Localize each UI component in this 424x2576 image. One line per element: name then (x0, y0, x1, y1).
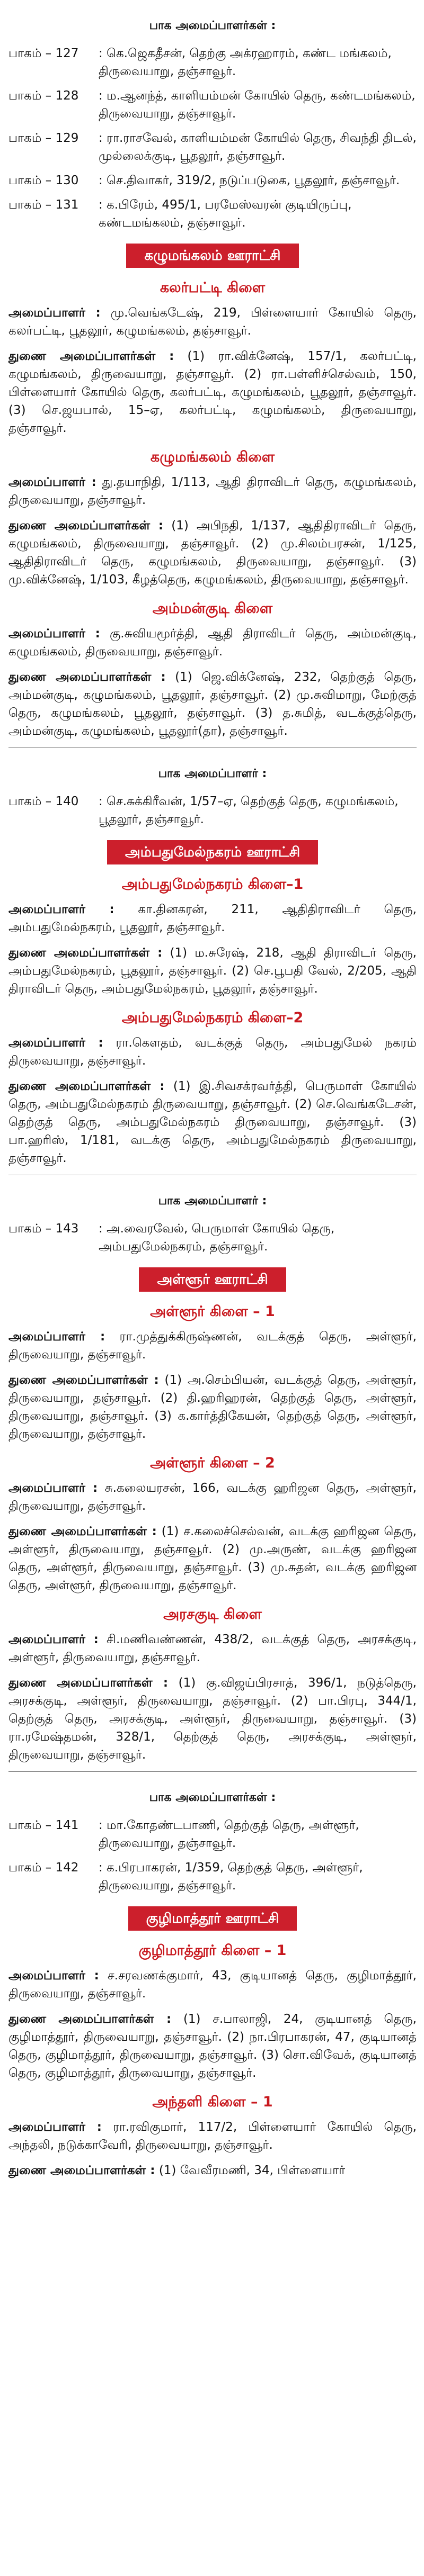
member-entry (8, 1371, 417, 1443)
member-details: (1) வேவீரமணி, 34, பிள்ளையார் (155, 2164, 346, 2177)
member-details: மு.வெங்கடேஷ், 219, பிள்ளையார் கோயில் தெரு, கலர்பட்டி, பூதலூர், கழுமங்கலம், தஞ்சாவூர். (8, 306, 417, 338)
kilai-heading: அரசகுடி கிளை (163, 1606, 262, 1623)
member-role-label: அமைப்பாளர் : (8, 1969, 99, 1983)
ooratchi-banner-wrap (8, 1906, 417, 1931)
kilai-heading: கழுமங்கலம் கிளை (150, 449, 275, 465)
bagam-row (8, 792, 417, 828)
member-details: ரா.கௌதம், வடக்குத் தெரு, அம்பதுமேல் நகரம் திருவையாறு, தஞ்சாவூர். (8, 1036, 417, 1068)
bagam-subheading: பாக அமைப்பாளர் : (158, 1194, 267, 1208)
bagam-details: : க.பிரேம், 495/1, பரமேஸ்வரன் குடியிருப்பு, கண்டமங்கலம், தஞ்சாவூர். (99, 198, 352, 230)
bagam-number: பாகம் – 129 (8, 131, 79, 145)
member-entry (8, 1328, 417, 1364)
member-entry (8, 304, 417, 340)
ooratchi-banner-wrap (8, 244, 417, 268)
bagam-number: பாகம் – 128 (8, 89, 79, 103)
bagam-row (8, 1220, 417, 1256)
member-role-label: துணை அமைப்பாளர்கள் : (8, 2012, 172, 2026)
member-details: ரா.முத்துக்கிருஷ்ணன், வடக்குத் தெரு, அள்ளூர், திருவையாறு, தஞ்சாவூர். (8, 1330, 417, 1362)
member-role-label: துணை அமைப்பாளர்கள் : (8, 1373, 159, 1387)
member-entry (8, 2161, 417, 2179)
kilai-heading: அள்ளூர் கிளை – 1 (150, 1303, 275, 1320)
bagam-subheading: பாக அமைப்பாளர்கள் : (149, 1791, 276, 1804)
member-entry (8, 625, 417, 661)
bagam-number: பாகம் – 130 (8, 174, 79, 187)
member-role-label: அமைப்பாளர் : (8, 306, 101, 320)
bagam-details: : ரா.ராசவேல், காளியம்மன் கோயில் தெரு, சிவந்தி திடல், முல்லைக்குடி, பூதலூர், தஞ்சாவூர். (99, 131, 417, 163)
member-details: (1) அபிநதி, 1/137, ஆதிதிராவிடர் தெரு, கழுமங்கலம், திருவையாறு, தஞ்சாவூர். (2) மு.சிலம்பரசன், 1/125, ஆதிதிராவிடர் தெரு, கழுமங்கலம், திருவையாறு, தஞ்சாவூர். (3) மு.விக்னேஷ், 1/103, கீழத்தெரு, கழுமங்கலம், திருவையாறு, தஞ்சாவூர். (8, 519, 417, 587)
member-details: (1) ச.கலைச்செல்வன், வடக்கு ஹரிஜன தெரு, அள்ளூர், திருவையாறு, தஞ்சாவூர். (2) மு.அருண், வடக்கு ஹரிஜன தெரு, அள்ளூர், திருவையாறு, தஞ்சாவூர். (3) மு.சுதன், வடக்கு ஹரிஜன தெரு, அள்ளூர், திருவையாறு, தஞ்சாவூர். (8, 1525, 417, 1592)
bagam-row (8, 1816, 417, 1852)
member-details: (1) ச.பாலாஜி, 24, குடியானத் தெரு, குழிமாத்தூர், திருவையாறு, தஞ்சாவூர். (2) நா.பிரபாகரன், 47, குடியானத் தெரு, குழிமாத்தூர், திருவையாறு, தஞ்சாவூர். (3) சொ.விவேக், குடியானத் தெரு, குழிமாத்தூர், திருவையாறு, தஞ்சாவூர். (8, 2012, 417, 2080)
ooratchi-banner: குழிமாத்தூர் ஊராட்சி (128, 1906, 297, 1931)
bagam-number: பாகம் – 131 (8, 198, 79, 212)
member-details: (1) அ.செம்பியன், வடக்குத் தெரு, அள்ளூர், திருவையாறு, தஞ்சாவூர். (2) தி.ஹரிஹரன், தெற்குத் தெரு, அள்ளூர், திருவையாறு, தஞ்சாவூர். (3) க.கார்த்திகேயன், தெற்குத் தெரு, அள்ளூர், திருவையாறு, தஞ்சாவூர். (8, 1373, 417, 1441)
member-entry (8, 944, 417, 998)
document-page (0, 18, 424, 2576)
member-entry (8, 2118, 417, 2154)
member-entry (8, 1034, 417, 1070)
member-role-label: துணை அமைப்பாளர்கள் : (8, 670, 166, 684)
section-divider (8, 747, 417, 748)
member-role-label: துணை அமைப்பாளர்கள் : (8, 1676, 169, 1690)
kilai-heading: அந்தளி கிளை – 1 (152, 2094, 273, 2110)
member-role-label: அமைப்பாளர் : (8, 903, 114, 916)
member-role-label: அமைப்பாளர் : (8, 1481, 98, 1495)
member-role-label: அமைப்பாளர் : (8, 1633, 99, 1646)
member-role-label: துணை அமைப்பாளர்கள் : (8, 1079, 165, 1093)
member-entry (8, 1674, 417, 1764)
kilai-heading: குழிமாத்தூர் கிளை – 1 (138, 1942, 287, 1959)
member-details: (1) ம.சுரேஷ், 218, ஆதி திராவிடர் தெரு, அம்பதுமேல்நகரம், பூதலூர், தஞ்சாவூர். (2) செ.பூபதி வேல், 2/205, ஆதி திராவிடர் தெரு, அம்பதுமேல்நகரம், பூதலூர், தஞ்சாவூர். (8, 946, 417, 996)
member-details: கு.சுவியமூர்த்தி, ஆதி திராவிடர் தெரு, அம்மன்குடி, கழுமங்கலம், திருவையாறு, தஞ்சாவூர். (8, 627, 417, 659)
member-details: (1) ரா.விக்னேஷ், 157/1, கலர்பட்டி, கழுமங்கலம், திருவையாறு, தஞ்சாவூர். (2) ரா.பள்ளிச்செல்வம், 150, பிள்ளையார் கோயில் தெரு, கலர்பட்டி, கழுமங்கலம், பூதலூர், தஞ்சாவூர். (3) செ.ஜயபால், 15–ஏ, கலர்பட்டி, கழுமங்கலம், திருவையாறு, தஞ்சாவூர். (8, 349, 417, 435)
member-details: கா.தினகரன், 211, ஆதிதிராவிடர் தெரு, அம்பதுமேல்நகரம், பூதலூர், தஞ்சாவூர். (8, 903, 417, 934)
bagam-details: : மா.கோதண்டபாணி, தெற்குத் தெரு, அள்ளூர், திருவையாறு, தஞ்சாவூர். (99, 1818, 359, 1850)
kilai-heading: அள்ளூர் கிளை – 2 (150, 1455, 275, 1471)
kilai-heading: கலர்பட்டி கிளை (160, 280, 266, 296)
bagam-details: : அ.வைரவேல், பெருமாள் கோயில் தெரு, அம்பதுமேல்நகரம், தஞ்சாவூர். (99, 1222, 335, 1254)
bagam-row (8, 196, 417, 232)
ooratchi-banner-wrap (8, 840, 417, 864)
member-details: து.தயாநிதி, 1/113, ஆதி திராவிடர் தெரு, கழுமங்கலம், திருவையாறு, தஞ்சாவூர். (8, 475, 417, 507)
bagam-subheading: பாக அமைப்பாளர்கள் : (149, 19, 276, 32)
member-entry (8, 1967, 417, 2003)
member-details: (1) ஜெ.விக்னேஷ், 232, தெற்குத் தெரு, அம்மன்குடி, கழுமங்கலம், பூதலூர், தஞ்சாவூர். (2) மு.சுவிமாறு, மேற்குத் தெரு, கழுமங்கலம், பூதலூர், தஞ்சாவூர். (3) த.சுமித், வடக்குத்தெரு, அம்மன்குடி, கழுமங்கலம், பூதலூர்(தா), தஞ்சாவூர். (8, 670, 417, 738)
member-role-label: அமைப்பாளர் : (8, 2120, 102, 2134)
bagam-row (8, 44, 417, 80)
member-entry (8, 668, 417, 740)
member-details: ச.சரவணக்குமார், 43, குடியானத் தெரு, குழிமாத்தூர், திருவையாறு, தஞ்சாவூர். (8, 1969, 417, 2001)
ooratchi-banner-wrap (8, 1267, 417, 1292)
bagam-subheading: பாக அமைப்பாளர் : (158, 767, 267, 780)
section-divider (8, 1771, 417, 1772)
member-entry (8, 473, 417, 509)
bagam-details: : செ.சுக்கிரீவன், 1/57–ஏ, தெற்குத் தெரு, கழுமங்கலம், பூதலூர், தஞ்சாவூர். (99, 795, 399, 826)
bagam-row (8, 129, 417, 165)
bagam-row (8, 87, 417, 123)
bagam-details: : க.பிரபாகரன், 1/359, தெற்குத் தெரு, அள்ளூர், திருவையாறு, தஞ்சாவூர். (99, 1861, 363, 1893)
member-entry (8, 1077, 417, 1167)
bagam-number: பாகம் – 127 (8, 47, 79, 60)
member-entry (8, 900, 417, 936)
member-details: (1) இ.சிவசக்ரவர்த்தி, பெருமாள் கோயில் தெரு, அம்பதுமேல்நகரம் திருவையாறு, தஞ்சாவூர். (2) செ.வெங்கடேசன், தெற்குத் தெரு, அம்பதுமேல்நகரம் திருவையாறு, தஞ்சாவூர். (3) பா.ஹரிஸ், 1/181, வடக்கு தெரு, அம்பதுமேல்நகரம் திருவையாறு, தஞ்சாவூர். (8, 1079, 417, 1165)
bagam-details: : ம.ஆனந்த், காளியம்மன் கோயில் தெரு, கண்டமங்கலம், திருவையாறு, தஞ்சாவூர். (99, 89, 416, 121)
member-role-label: துணை அமைப்பாளர்கள் : (8, 1525, 157, 1538)
member-role-label: அமைப்பாளர் : (8, 1036, 103, 1050)
ooratchi-banner: அள்ளூர் ஊராட்சி (139, 1267, 286, 1292)
member-role-label: அமைப்பாளர் : (8, 475, 96, 489)
bagam-row (8, 1859, 417, 1895)
member-entry (8, 2010, 417, 2082)
ooratchi-banner: அம்பதுமேல்நகரம் ஊராட்சி (107, 840, 318, 864)
member-entry (8, 1631, 417, 1667)
member-role-label: துணை அமைப்பாளர்கள் : (8, 519, 164, 533)
bagam-details: : கெ.ஜெகதீசன், தெற்கு அக்ரஹாரம், கண்ட மங்கலம், திருவையாறு, தஞ்சாவூர். (99, 47, 392, 78)
member-entry (8, 517, 417, 589)
member-details: சி.மணிவண்ணன், 438/2, வடக்குத் தெரு, அரசக்குடி, அள்ளூர், திருவையாறு, தஞ்சாவூர். (8, 1633, 417, 1664)
bagam-number: பாகம் – 140 (8, 795, 79, 808)
member-details: (1) கு.விஜய்பிரசாத், 396/1, நடுத்தெரு, அரசக்குடி, அள்ளூர், திருவையாறு, தஞ்சாவூர். (2) பா.பிரபு, 344/1, தெற்குத் தெரு, அரசக்குடி, அள்ளூர், திருவையாறு, தஞ்சாவூர். (3) ரா.ரமேஷ்தமன், 328/1, தெற்குத் தெரு, அரசக்குடி, அள்ளூர், திருவையாறு, தஞ்சாவூர். (8, 1676, 417, 1762)
kilai-heading: அம்பதுமேல்நகரம் கிளை–2 (121, 1010, 304, 1026)
member-details: ரா.ரவிகுமார், 117/2, பிள்ளையார் கோயில் தெரு, அந்தலி, நடுக்காவேரி, திருவையாறு, தஞ்சாவூர். (8, 2120, 417, 2152)
member-entry (8, 1523, 417, 1595)
member-entry (8, 347, 417, 437)
kilai-heading: அம்பதுமேல்நகரம் கிளை–1 (121, 876, 304, 893)
kilai-heading: அம்மன்குடி கிளை (152, 600, 273, 617)
bagam-row (8, 172, 417, 190)
member-role-label: துணை அமைப்பாளர்கள் : (8, 2164, 155, 2177)
member-entry (8, 1479, 417, 1515)
bagam-number: பாகம் – 142 (8, 1861, 79, 1875)
bagam-number: பாகம் – 141 (8, 1818, 79, 1832)
member-role-label: அமைப்பாளர் : (8, 1330, 105, 1344)
member-role-label: துணை அமைப்பாளர்கள் : (8, 349, 174, 363)
ooratchi-banner: கழுமங்கலம் ஊராட்சி (126, 244, 298, 268)
member-role-label: அமைப்பாளர் : (8, 627, 100, 641)
member-details: சு.கலையரசன், 166, வடக்கு ஹரிஜன தெரு, அள்ளூர், திருவையாறு, தஞ்சாவூர். (8, 1481, 417, 1513)
bagam-details: : செ.திவாகர், 319/2, நடுப்படுகை, பூதலூர், தஞ்சாவூர். (99, 174, 400, 187)
bagam-number: பாகம் – 143 (8, 1222, 79, 1236)
member-role-label: துணை அமைப்பாளர்கள் : (8, 946, 163, 960)
